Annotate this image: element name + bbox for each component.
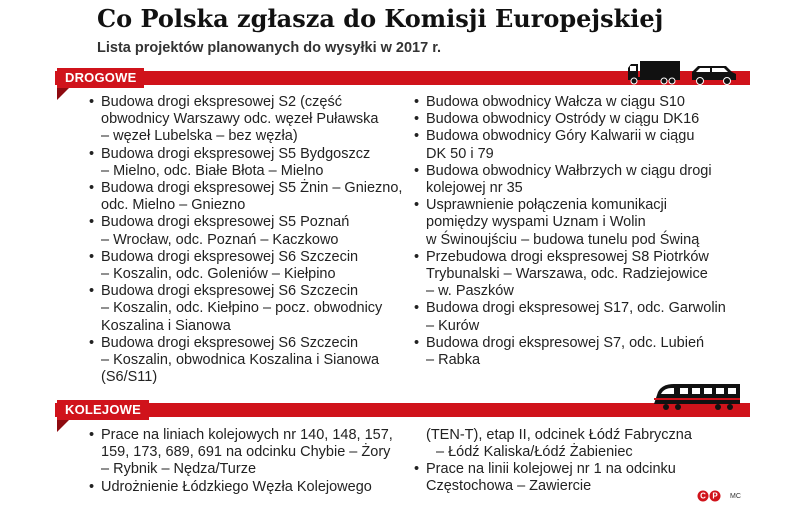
project-item-line: • Przebudowa drogi ekspresowej S8 Piotrków [426,248,709,265]
svg-text:P: P [712,491,718,501]
project-item-line: • Budowa obwodnicy Wałbrzych w ciągu drogi [426,162,712,179]
project-item [89,249,402,283]
project-item-line: 159, 173, 689, 691 na odcinku Chybie – Żory [101,444,391,461]
road-band-fold [57,88,69,100]
project-item-line: obwodnicy Warszawy odc. węzeł Puławska [101,111,379,128]
project-item-line: • Budowa drogi ekspresowej S6 Szczecin [101,283,359,300]
project-item [414,461,676,495]
project-item-line: • Usprawnienie połączenia komunikacji [426,197,667,214]
project-item-line: w Świnoujściu – budowa tunelu pod Świną [426,231,700,248]
project-item-line: • Budowa drogi ekspresowej S7, odc. Lubień [426,334,705,351]
rail-continuation-text [426,427,692,461]
road-projects-right [414,94,726,369]
rail-projects-right [414,461,676,495]
project-item-line: – węzeł Lubelska – bez węzła) [101,128,298,145]
project-item-line: • Budowa drogi ekspresowej S6 Szczecin [101,334,359,351]
project-item-line: – Koszalin, obwodnica Koszalina i Sianowa [101,352,380,369]
credit-author: MC [730,492,741,500]
project-item-line: • Prace na linii kolejowej nr 1 na odcinku [426,461,676,477]
project-item-line: • Budowa obwodnicy Ostródy w ciągu DK16 [426,111,700,128]
project-item [414,94,726,111]
project-item-line: • Budowa drogi ekspresowej S5 Żnin – Gniezno, [101,180,403,197]
continuation-line: – Łódź Kaliska/Łódź Żabieniec [436,444,633,461]
svg-text:C: C [700,491,706,501]
project-item-line: – Mielno, odc. Białe Błota – Mielno [101,162,324,179]
project-item-line: • Udrożnienie Łódzkiego Węzła Kolejowego [101,478,372,495]
project-item [89,146,402,180]
project-item-line: DK 50 i 79 [426,145,494,162]
project-item [89,479,393,496]
train-icon [652,378,744,412]
project-item-line: Częstochowa – Zawiercie [426,478,592,495]
road-section-label: DROGOWE [57,68,144,88]
project-item [89,283,402,335]
cp-logo-icon [697,490,723,502]
project-item [89,335,402,387]
road-projects-left [89,94,402,386]
project-item-line: Koszalina i Sianowa [101,317,231,334]
credit [697,490,741,502]
project-item-line: Trybunalski – Warszawa, odc. Radziejowice [426,266,708,283]
project-item [89,180,402,214]
project-item [414,300,726,334]
project-item-line: pomiędzy wyspami Uznam i Wolin [426,214,646,231]
project-item [414,163,726,197]
project-item-line: • Budowa drogi ekspresowej S5 Bydgoszcz [101,145,371,162]
project-item-line: – Koszalin, odc. Goleniów – Kiełpino [101,266,336,283]
project-item [414,249,726,301]
project-item [414,111,726,128]
rail-section-label: KOLEJOWE [57,400,149,420]
project-item [414,335,726,369]
project-item [414,128,726,162]
project-item-line: – Kurów [426,317,480,334]
project-item [89,94,402,146]
project-item-line: kolejowej nr 35 [426,180,523,197]
project-item-line: • Budowa obwodnicy Wałcza w ciągu S10 [426,94,685,110]
project-item [414,197,726,249]
project-item-line: – Rybnik – Nędza/Turze [101,461,257,478]
car-icon [692,66,736,85]
project-item-line: • Budowa drogi ekspresowej S2 (część [101,94,342,110]
project-item-line: • Budowa drogi ekspresowej S6 Szczecin [101,248,359,265]
project-item-line: – Rabka [426,352,481,369]
project-item-line: (S6/S11) [101,369,158,386]
project-item-line: odc. Mielno – Gniezno [101,197,246,214]
project-item-line: – Koszalin, odc. Kiełpino – pocz. obwodnicy [101,300,383,317]
page-subtitle: Lista projektów planowanych do wysyłki w 2017 r. [97,40,442,56]
continuation-line: (TEN-T), etap II, odcinek Łódź Fabryczna [426,427,692,443]
rail-band-fold [57,420,69,432]
project-item-line: • Budowa obwodnicy Góry Kalwarii w ciągu [426,128,695,145]
project-item-line: • Budowa drogi ekspresowej S17, odc. Garwolin [426,300,726,317]
truck-icon [628,61,680,84]
project-item [89,427,393,479]
project-item-line: • Budowa drogi ekspresowej S5 Poznań [101,214,350,231]
road-vehicles-illustration [626,58,744,86]
project-item-line: • Prace na liniach kolejowych nr 140, 148, 157, [101,427,393,443]
project-item [89,214,402,248]
project-item-line: – w. Paszków [426,283,514,300]
rail-section-band [55,403,750,417]
project-item-line: – Wrocław, odc. Poznań – Kaczkowo [101,231,339,248]
page-title: Co Polska zgłasza do Komisji Europejskiej [97,4,664,33]
rail-projects-left [89,427,393,496]
